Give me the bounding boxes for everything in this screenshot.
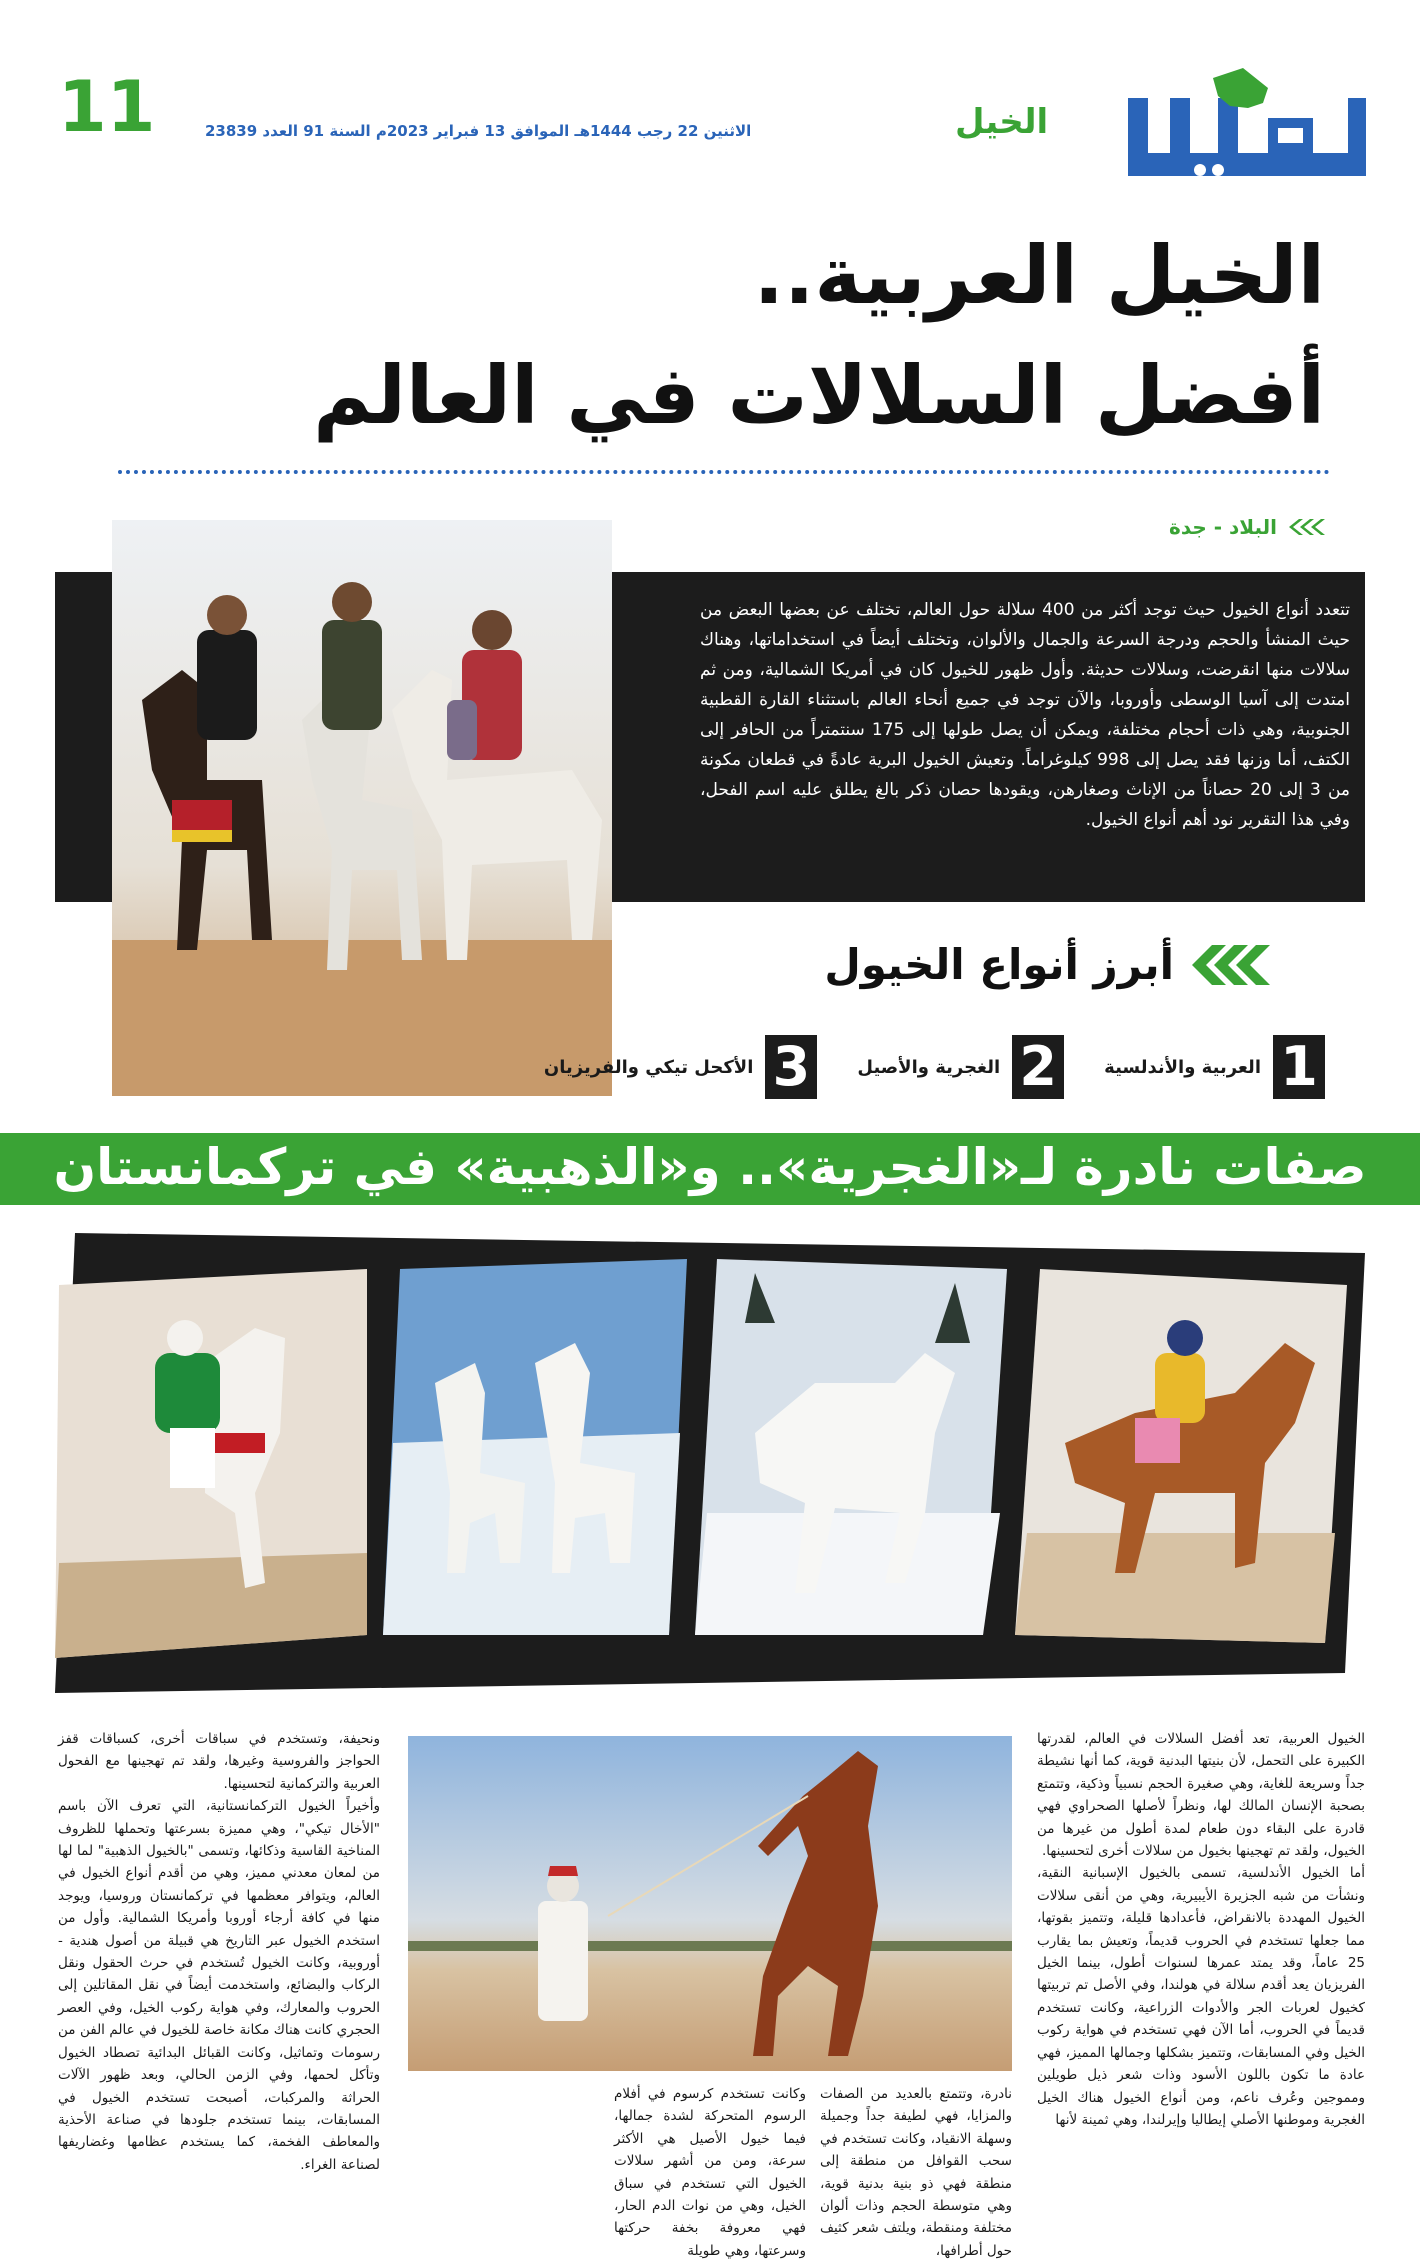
type-label: العربية والأندلسية bbox=[1104, 1056, 1261, 1078]
photo-horses-water bbox=[383, 1259, 687, 1635]
divider bbox=[118, 470, 1330, 474]
type-item-1 bbox=[1104, 1035, 1325, 1099]
dateline: الاثنين 22 رجب 1444هـ الموافق 13 فبراير 2023م السنة 91 العدد 23839 bbox=[205, 122, 752, 140]
types-title-text: أبرز أنواع الخيول bbox=[824, 940, 1174, 989]
body-paragraph: أما الخيول الأندلسية، تسمى بالخيول الإسبانية النقية، ونشأت من شبه الجزيرة الأيبيرية، وهي من أنقى سلالات الخيول المهددة بالانقراض، فأعدادها قليلة، وتتميز بقوتها، مما جعلها تستخدم في الحروب قديماً، وتعيش بما يقارب 25 عاماً، وقد يمتد عمرها لسنوات أطول، بينما الخيل الفريزيان يعد أقدم سلالة في هولندا، وفي الأصل تم تربيتها كخيول لعربات الجر والأدوات الزراعية، وكانت تستخدم قديماً في الحروب، أما الآن فهي تستخدم في هواية ركوب الخيل وفي المسابقات، وتتميز بشكلها وجمالها المميز، فهي عادة ما تكون باللون الأسود وذات شعر ذيل طويلين ومموجين وعُرف ناعم، ومن أنواع الخيول هناك الخيل الغجرية وموطنها الأصلي إيطاليا وإيرلندا، وهي ثمينة لأنها bbox=[1037, 1865, 1365, 2128]
type-number: 1 bbox=[1273, 1035, 1325, 1099]
newspaper-logo bbox=[1118, 58, 1368, 188]
type-label: الأكحل تيكي والفريزيان bbox=[543, 1056, 754, 1078]
byline-text: البلاد - جدة bbox=[1169, 515, 1277, 539]
body-column-left bbox=[58, 1728, 380, 2188]
headline-line-2: أفضل السلالات في العالم bbox=[313, 349, 1325, 442]
subheadline-text: صفات نادرة لـ«الغجرية».. و«الذهبية» في تركمانستان bbox=[53, 1138, 1367, 1196]
types-title bbox=[824, 940, 1270, 989]
photo-horse-snow bbox=[695, 1259, 1007, 1635]
chevrons-icon bbox=[1287, 517, 1325, 537]
photo-strip bbox=[55, 1233, 1365, 1693]
chevrons-icon bbox=[1192, 941, 1270, 989]
body-paragraph: ونحيفة، وتستخدم في سباقات أخرى، كسباقات قفز الحواجز والفروسية وغيرها، ولقد تم تهجينها مع الفحول العربية والتركمانية لتحسينها. bbox=[58, 1731, 380, 1792]
trainer-photo bbox=[408, 1736, 1012, 2071]
body-column-bottom-left: وكانت تستخدم كرسوم في أفلام الرسوم المتحركة لشدة جمالها، فيما خيول الأصيل هي الأكثر سرعة، ومن من أشهر سلالات الخيول التي تستخدم في سباق الخيل، وهي من نوات الدم الحار، فهي معروفة بخفة حركتها وسرعتها، وهي طويلة bbox=[614, 2086, 806, 2259]
type-number: 3 bbox=[765, 1035, 817, 1099]
type-item-3 bbox=[544, 1035, 818, 1099]
type-label: الغجرية والأصيل bbox=[857, 1056, 1001, 1078]
type-number: 2 bbox=[1012, 1035, 1064, 1099]
hero-photo-riders bbox=[112, 520, 612, 1096]
intro-paragraph: تتعدد أنواع الخيول حيث توجد أكثر من 400 سلالة حول العالم، تختلف عن بعضها البعض من حيث المنشأ والحجم ودرجة السرعة والجمال والألوان، وتختلف أيضاً في استخداماتها، وهناك سلالات منها انقرضت، وسلالات حديثة. وأول ظهور للخيول كان في أمريكا الشمالية، ومن ثم امتدت إلى آسيا الوسطى وأوروبا، والآن توجد في جميع أنحاء العالم باستثناء القارة القطبية الجنوبية، وهي ذات أحجام مختلفة، ويمكن أن يصل طولها إلى 175 سنتمتراً من الحافر إلى الكتف، أما وزنها فقد يصل إلى 998 كيلوغراماً. وتعيش الخيول البرية عادةً في قطعان مكونة من 3 إلى 20 حصاناً من الإناث وصغارهن، ويقودها حصان ذكر بالغ يطلق عليه اسم الفحل، وفي هذا التقرير نود أهم أنواع الخيول. bbox=[700, 600, 1351, 830]
type-item-2 bbox=[857, 1035, 1064, 1099]
body-paragraph: وأخيراً الخيول التركمانستانية، التي تعرف الآن باسم "الأخال تيكي"، وهي مميزة بسرعتها وتحملها للظروف المناخية القاسية وذكائها، وتسمى "بالخيول الذهبية" لما لها من لمعان معدني مميز، وهي من أقدم أنواع الخيول في العالم، ويتوافر معظمها في تركمانستان وروسيا، ويوجد منها في كافة أرجاء أوروبا وأمريكا الشمالية. وأول من استخدم الخيول عبر التاريخ هي قبيلة من أصول هندية - أوروبية، وكانت الخيول تُستخدم في حرث الحقول ونقل الركاب والبضائع، واستخدمت أيضاً في نقل المقاتلين إلى الحروب والمعارك، وفي هواية ركوب الخيل، وفي العصر الحجري كانت هناك مكانة خاصة للخيول في عالم الفن من رسومات وتماثيل، وكانت القبائل البدائية تصطاد الخيول وتأكل لحمها، وفي الزمن الحالي، وبعد ظهور الآلات الحراثة والمركبات، أصبحت تستخدم الخيول في المسابقات، بينما تستخدم جلودها في صناعة الأحذية والمعاطف الفخمة، كما يستخدم عظامها وغضاريفها لصناعة الغراء. bbox=[58, 1798, 380, 2173]
byline bbox=[1169, 515, 1325, 539]
types-list bbox=[544, 1035, 1325, 1099]
body-paragraph: الخيول العربية، تعد أفضل السلالات في العالم، لقدرتها الكبيرة على التحمل، لأن بنيتها البدنية قوية، كما أنها نشيطة جداً وسريعة للغاية، وهي صغيرة الحجم نسبياً وذكية، وتتمتع بصحبة الإنسان المالك لها، ونظراً لأصلها الصحراوي فهي قادرة على البقاء دون طعام لمدة أطول من غيرها من الخيول، ولقد تم تهجينها بخيول من سلالات أخرى لتحسينها. bbox=[1037, 1731, 1365, 1860]
body-columns-bottom bbox=[408, 2083, 1012, 2259]
section-name: الخيل bbox=[955, 102, 1049, 142]
photo-jockey-race bbox=[1015, 1269, 1347, 1643]
headline-line-1: الخيل العربية.. bbox=[753, 229, 1325, 322]
page-number: 11 bbox=[58, 66, 156, 148]
body-column-right bbox=[1037, 1728, 1365, 2188]
body-column-bottom-right: نادرة، وتتمتع بالعديد من الصفات والمزايا، فهي لطيفة جداً وجميلة وسهلة الانقياد، وكانت تستخدم في سحب القوافل من منطقة إلى منطقة فهي ذو بنية بدنية قوية، وهي متوسطة الحجم وذات ألوان مختلفة ومنقطة، ويلتف شعر كثيف حول أطرافها، bbox=[820, 2086, 1012, 2259]
photo-rider-green bbox=[55, 1269, 367, 1658]
